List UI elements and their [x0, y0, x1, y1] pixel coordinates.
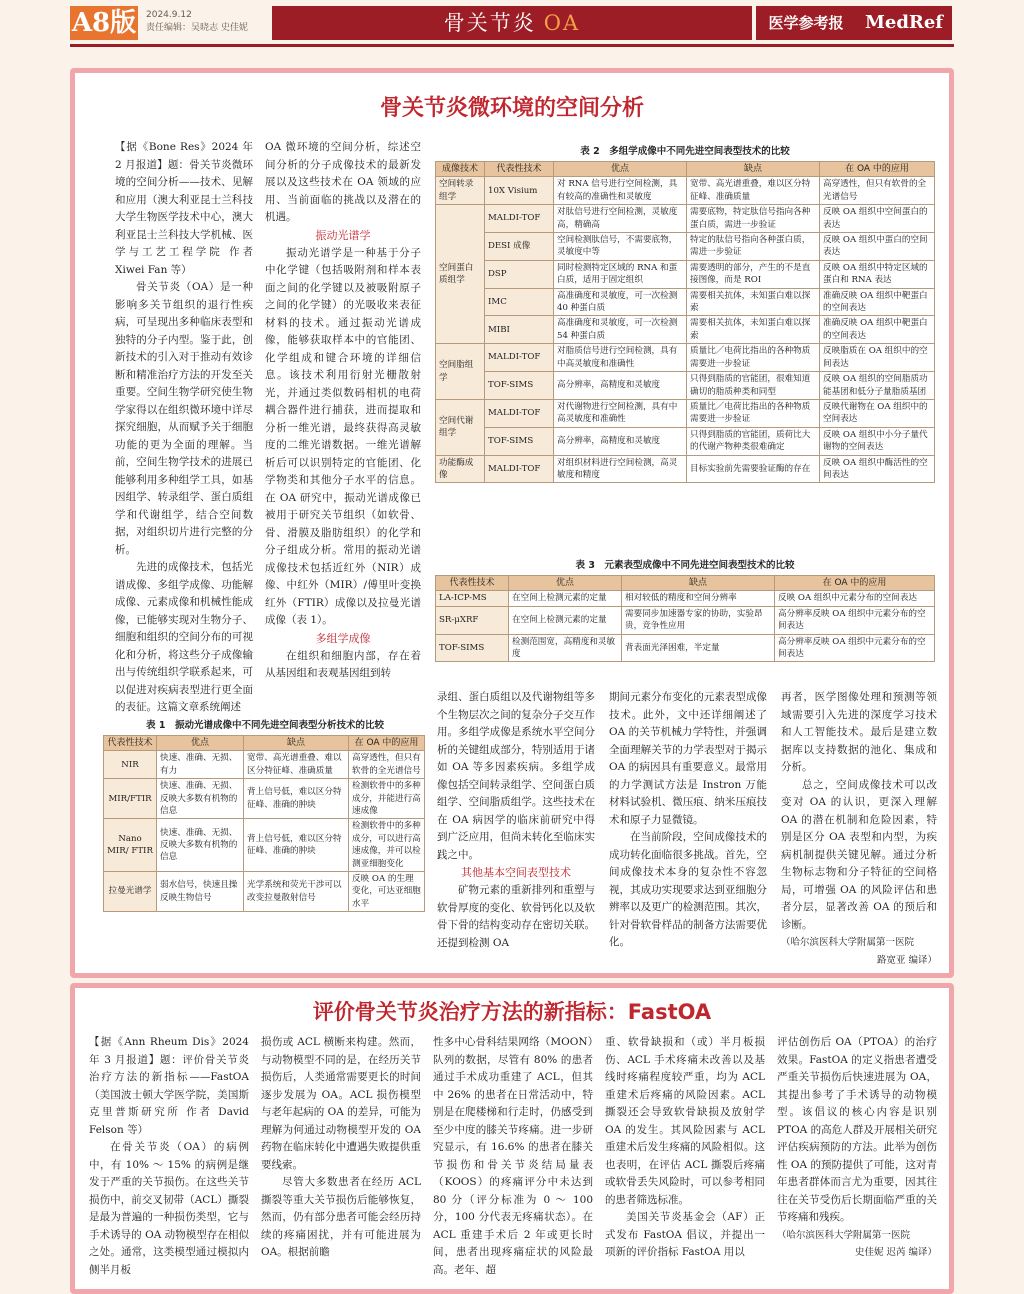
table-header: 缺点 — [622, 576, 775, 591]
table-cell: 反映 OA 组织的空间脂质功能基团和低分子量脂质基团 — [820, 372, 935, 400]
table-cell: 空间蛋白质组学 — [436, 205, 485, 344]
table3-grid — [435, 575, 935, 662]
table-cell: 反映 OA 组织中蛋白的空间表达 — [820, 233, 935, 261]
table-header: 缺点 — [244, 736, 349, 751]
table-cell: 质量比／电荷比指出的各种物质需要进一步验证 — [687, 344, 820, 372]
table-row — [436, 634, 935, 662]
article-column-4 — [605, 1034, 765, 1284]
table-cell: TOF-SIMS — [485, 427, 554, 455]
table-cell: MALDI-TOF — [485, 455, 554, 483]
table-cell: 需要透明的部分，产生的不是直接图像，而是 ROI — [687, 260, 820, 288]
table-cell: 10X Visium — [485, 177, 554, 205]
table2-caption: 表 2 多组学成像中不同先进空间表型技术的比较 — [580, 146, 790, 157]
table-cell: 空间检测肽信号，不需要底物，灵敏度中等 — [554, 233, 687, 261]
table-row — [436, 372, 935, 400]
table-cell: 空间转录组学 — [436, 177, 485, 205]
paragraph: 评估创伤后 OA（PTOA）的治疗效果。FastOA 的定义指患者遭受严重关节损伤后快速进展为 OA，其提出参考了手术诱导的动物模型。该倡议的核心内容是识别 PTOA 的高危人群及开展相关研究评估疾病预防的方法。此举为创伤性 OA 的预防提供了可能，这对青年患者群体而言尤为重要，因其往往在关节受伤后长期面临严重的关节疼痛和残疾。 — [777, 1036, 937, 1223]
table-row — [104, 779, 425, 819]
subheading: 其他基本空间表型技术 — [461, 866, 571, 879]
table-cell: 光学系统和荧光干涉可以改变拉曼散射信号 — [244, 872, 349, 912]
table1-grid — [103, 735, 425, 912]
article-column-5 — [781, 689, 937, 975]
table-cell: 空间代谢组学 — [436, 399, 485, 455]
table-cell: 在空间上检测元素的定量 — [509, 591, 622, 606]
table-cell: 空间脂组学 — [436, 344, 485, 400]
table-cell: 反映 OA 组织中空间蛋白的表达 — [820, 205, 935, 233]
table-row — [104, 819, 425, 872]
article-column-2 — [261, 1034, 421, 1284]
table-cell: 需要相关抗体，未知蛋白难以探索 — [687, 288, 820, 316]
paragraph: 期间元素分布变化的元素表型成像技术。此外，文中还详细阐述了 OA 的关节机械力学特性，并强调全面理解关节的力学表型对于揭示 OA 的病因具有重要意义。最常用的力学测试方法是 Instron 万能材料试验机、微压痕、纳米压痕技术和原子力显微镜。 — [609, 691, 767, 826]
table-row — [436, 591, 935, 606]
translator: 路宽亚 编译） — [876, 954, 937, 966]
table-row — [436, 288, 935, 316]
table-cell: 对脂质信号进行空间检测，具有中高灵敏度和准确性 — [554, 344, 687, 372]
subheading: 多组学成像 — [315, 631, 371, 645]
table-cell: 功能酶成像 — [436, 455, 485, 483]
masthead — [0, 0, 1024, 46]
paragraph: 录组、蛋白质组以及代谢物组等多个生物层次之间的复杂分子交互作用。多组学成像是系统水平空间分析的关键组成部分，特别适用于诸如 OA 等多因素疾病。多组学成像包括空间转录组学、空间蛋白质组学、空间脂质组学。这些技术在在 OA 病因学的临床前研究中得到广泛应用，但尚未转化至临床实践之中。 — [437, 691, 595, 861]
table-cell: 反映 OA 的生理变化，可达亚细胞水平 — [349, 872, 425, 912]
table-cell: 高分辨率反映 OA 组织中元素分布的空间表达 — [775, 606, 935, 634]
table3 — [435, 575, 935, 662]
table-cell: 只得到脂质的官能团，质荷比大的代谢产物种类很难确定 — [687, 427, 820, 455]
paragraph: 在骨关节炎（OA）的病例中，有 10% ～ 15% 的病例是继发于严重的关节损伤。在这些关节损伤中，前交叉韧带（ACL）撕裂是最为普遍的一种损伤类型，它与手术诱导的 OA 动物模型存在相似之处。通常，这类模型通过模拟内侧半月板 — [89, 1141, 249, 1276]
masthead-rule — [70, 44, 954, 47]
table-cell: 高分辨率，高精度和灵敏度 — [554, 372, 687, 400]
table-row — [104, 751, 425, 779]
paragraph: 性多中心骨科结果网络（MOON）队列的数据，尽管有 80% 的患者通过手术成功重建了 ACL，但其中 26% 的患者在日常活动中，特别是在爬楼梯和行走时，仍感受到至少中度的膝关节疼痛。进一步研究显示，有 16.6% 的患者在膝关节损伤和骨关节炎结局量表（KOOS）的疼痛评分中未达到 80 分（评分标准为 0 ～ 100 分，100 分代表无疼痛状态）。在 ACL 重建手术后 2 年或更长时间，患者出现疼痛症状的风险最高。老年、超 — [433, 1036, 593, 1276]
table-header: 代表性技术 — [104, 736, 157, 751]
translator: 史佳妮 迟芮 编译） — [854, 1247, 937, 1258]
table-cell: 同时检测特定区域的 RNA 和蛋白质，适用于固定组织 — [554, 260, 687, 288]
paragraph: 损伤或 ACL 横断来构建。然而，与动物模型不同的是，在经历关节损伤后，人类通常需要更长的时间逐步发展为 OA。ACL 损伤模型与老年起病的 OA 的差异，可能为理解为何通过动物模型开发的 OA 药物在临床转化中遭遇失败提供重要线索。 — [261, 1036, 421, 1171]
table-header-row — [436, 576, 935, 591]
table-row — [436, 399, 935, 427]
table3-caption: 表 3 元素表型成像中不同先进空间表型技术的比较 — [575, 560, 795, 571]
table-cell: 相对较低的精度和空间分辨率 — [622, 591, 775, 606]
table-row — [436, 177, 935, 205]
table-cell: NIR — [104, 751, 157, 779]
table-cell: DSP — [485, 260, 554, 288]
article-column-3 — [433, 1034, 593, 1284]
table-cell: 需要同步加速器专家的协助，实验昂贵，竞争性应用 — [622, 606, 775, 634]
table-cell: 准确反映 OA 组织中靶蛋白的空间表达 — [820, 288, 935, 316]
table-row — [436, 316, 935, 344]
table-header: 在 OA 中的应用 — [820, 162, 935, 177]
table2 — [435, 161, 935, 483]
paragraph: 在当前阶段，空间成像技术的成功转化面临很多挑战。首先，空间成像技术本身的复杂性不容忽视，其成功实现要求达到亚细胞分辨率以及更广的检测范围。其次，针对骨软骨样品的制备方法需要优化。 — [609, 831, 767, 948]
table-cell: 检测范围宽，高精度和灵敏度 — [509, 634, 622, 662]
paragraph: 振动光谱学是一种基于分子中化学键（包括吸附剂和样本表面之间的化学键以及被吸附原子之间的化学键）的光吸收来表征材料的技术。通过振动光谱成像，能够获取样本中的官能团、化学组成和键合环境的详细信息。该技术利用衍射光栅散射光，并通过类似数码相机的电荷耦合器件进行捕获，进而提取和分析一维光谱，最终获得高灵敏度的二维光谱数据。一维光谱解析后可以识别特定的官能团、化学物类和其他分子水平的信息。在 OA 研究中，振动光谱成像已被用于研究关节组织（如软骨、骨、滑膜及脂肪组织）的化学和分子组成分析。常用的振动光谱成像技术包括近红外（NIR）成像、中红外（MIR）/傅里叶变换红外（FTIR）成像以及拉曼光谱成像（表 1）。 — [265, 246, 421, 626]
table-cell: 反映代谢物在 OA 组织中的空间表达 — [820, 399, 935, 427]
paragraph: 矿物元素的重新排列和重塑与软骨厚度的变化、软骨钙化以及软骨下骨的结构变动存在密切关联。还提到检测 OA — [437, 884, 595, 949]
paragraph: 骨关节炎（OA）是一种影响多关节组织的退行性疾病，可呈现出多种临床表型和独特的分子内型。鉴于此，创新技术的引入对于推动有效诊断和精准治疗方法的开发至关重要。空间生物学研究使生物学家得以在组织微环境中详尽探究细胞，从而赋予关于细胞功能的更为全面的理解。当前，空间生物学技术的进展已能够利用多种组学工具，如基因组学、转录组学、蛋白质组学和代谢组学，结合空间数据，对组织切片进行完整的分析。 — [115, 281, 253, 556]
table-header: 缺点 — [687, 162, 820, 177]
article-column-1 — [89, 1034, 249, 1284]
section-title — [272, 6, 752, 40]
table-cell: 弱水信号，快速且操反映生物信号 — [157, 872, 244, 912]
table-cell: 在空间上检测元素的定量 — [509, 606, 622, 634]
table-cell: 宽带、高光谱重叠、难以区分特征峰、准确质量 — [244, 751, 349, 779]
table-header: 优点 — [554, 162, 687, 177]
table-cell: 检测软骨中的多种成分，可以进行高速成像，并可以检测亚细胞变化 — [349, 819, 425, 872]
table-cell: DESI 成像 — [485, 233, 554, 261]
table-row — [436, 205, 935, 233]
table-cell: 高穿透性，但只有软骨的全光谱信号 — [820, 177, 935, 205]
table-cell: 快速、准确、无损、反映大多数有机物的信息 — [157, 819, 244, 872]
table-cell: 反映脂质在 OA 组织中的空间表达 — [820, 344, 935, 372]
table-header: 代表性技术 — [485, 162, 554, 177]
article-column-5 — [777, 1034, 937, 1284]
article-fastoa — [70, 983, 954, 1294]
table-cell: 对肽信号进行空间检测，灵敏度高，精确高 — [554, 205, 687, 233]
paragraph: 先进的成像技术，包括光谱成像、多组学成像、功能解成像、元素成像和机械性能成像，已能够实现对生物分子、细胞和组织的空间分布的可视化和分析，将这些分子成像输出与传统组织学联系起来，可以促进对疾病表型进行更全面的表征。这篇文章系统阐述 — [115, 561, 253, 713]
table-cell: 反映 OA 组织中元素分布的空间表达 — [775, 591, 935, 606]
table1-caption: 表 1 振动光谱成像中不同先进空间表型分析技术的比较 — [146, 720, 384, 731]
table-cell: 特定的肽信号指向各种蛋白质，需进一步验证 — [687, 233, 820, 261]
brand-logo-en: MedRef — [856, 6, 952, 40]
table-cell: MALDI-TOF — [485, 205, 554, 233]
article-title: 评价骨关节炎治疗方法的新指标：FastOA — [312, 1000, 712, 1024]
table-header: 代表性技术 — [436, 576, 509, 591]
table-cell: 准确反映 OA 组织中靶蛋白的空间表达 — [820, 316, 935, 344]
table-cell: 反映 OA 组织中酶活性的空间表达 — [820, 455, 935, 483]
table-cell: 背表面光泽困难，半定量 — [622, 634, 775, 662]
table-header-row — [436, 162, 935, 177]
table-cell: TOF-SIMS — [436, 634, 509, 662]
table2-grid — [435, 161, 935, 483]
translator-affiliation: （哈尔滨医科大学附属第一医院 — [777, 1229, 911, 1241]
paragraph: 总之，空间成像技术可以改变对 OA 的认识，更深入理解 OA 的潜在机制和危险因素，特别是区分 OA 表型和内型，为疾病机制提供关键见解。通过分析生物标志物和分子特征的空间格局，可增强 OA 的风险评估和患者分层，显著改善 OA 的预后和诊断。 — [781, 778, 937, 931]
masthead-meta — [146, 9, 248, 35]
table-cell: 高准确度和灵敏度，可一次检测 54 种蛋白质 — [554, 316, 687, 344]
table-row — [436, 455, 935, 483]
table-cell: 需要底物，特定肽信号指向各种蛋白质，需进一步验证 — [687, 205, 820, 233]
section-name-en: OA — [543, 11, 581, 35]
section-name: 骨关节炎 — [443, 11, 536, 35]
table-cell: 宽带、高光谱重叠，难以区分特征峰、准确质量 — [687, 177, 820, 205]
table-cell: 快速、准确、无损、有力 — [157, 751, 244, 779]
table-cell: LA-ICP-MS — [436, 591, 509, 606]
paragraph: 尽管大多数患者在经历 ACL 撕裂等重大关节损伤后能够恢复，然而，仍有部分患者可能会经历持续的疼痛困扰，并有可能进展为 OA。根据前瞻 — [261, 1176, 421, 1258]
article-column-4 — [609, 689, 767, 975]
article-lead: 【据《Ann Rheum Dis》2024 年 3 月报道】题：评价骨关节炎治疗方法的新指标——FastOA（美国波士顿大学医学院，美国斯克里普斯研究所 作者 David Felson 等） — [89, 1036, 249, 1136]
table-cell: 对代谢物进行空间检测，具有中高灵敏度和准确性 — [554, 399, 687, 427]
table-cell: 目标实验前先需要验证酶的存在 — [687, 455, 820, 483]
table-cell: 高分辨率，高精度和灵敏度 — [554, 427, 687, 455]
table-cell: 背上信号低，难以区分特征峰、准确的肿块 — [244, 779, 349, 819]
table-cell: 只得到脂质的官能团，很难知道确切的脂质种类和同型 — [687, 372, 820, 400]
paragraph: 重、软骨缺损和（或）半月板损伤、ACL 手术疼痛未改善以及基线时疼痛程度较严重，均为 ACL 重建术后疼痛的风险因素。ACL 撕裂还会导致软骨缺损及放射学 OA 的发生。其风险因素与 ACL 重建术后发生疼痛的风险相似。这也表明，在评估 ACL 撕裂后疼痛或软骨丢失风险时，可以参考相同的患者筛选标准。 — [605, 1036, 765, 1206]
paragraph: 再者，医学图像处理和预测等领域需要引入先进的深度学习技术和人工智能技术。最后是建立数据库以支持数据的池化、集成和分析。 — [781, 691, 937, 773]
table-header-row — [104, 736, 425, 751]
table-header: 优点 — [509, 576, 622, 591]
table-cell: IMC — [485, 288, 554, 316]
paragraph: 美国关节炎基金会（AF）正式发布 FastOA 倡议，并提出一项新的评价指标 FastOA 用以 — [605, 1211, 765, 1258]
article-column-2 — [265, 139, 421, 719]
table-row — [436, 606, 935, 634]
editors: 责任编辑：吴晓志 史佳妮 — [146, 23, 248, 33]
brand-logo-cn: 医学参考报 — [756, 6, 856, 40]
paragraph: OA 微环境的空间分析，综述空间分析的分子成像技术的最新发展以及这些技术在 OA 领域的应用、当前面临的挑战以及潜在的机遇。 — [265, 141, 421, 223]
table-row — [436, 260, 935, 288]
table-row — [436, 233, 935, 261]
translator-affiliation: （哈尔滨医科大学附属第一医院 — [781, 937, 915, 948]
table-cell: 对组织材料进行空间检测，高灵敏度和精度 — [554, 455, 687, 483]
table1 — [103, 735, 425, 912]
table-cell: 背上信号低，难以区分特征峰、准确的肿块 — [244, 819, 349, 872]
table-header: 优点 — [157, 736, 244, 751]
article-column-3 — [437, 689, 595, 975]
table-header: 在 OA 中的应用 — [775, 576, 935, 591]
table-row — [436, 344, 935, 372]
table-cell: SR-μXRF — [436, 606, 509, 634]
table-header: 在 OA 中的应用 — [349, 736, 425, 751]
table-cell: 反映 OA 组织中小分子量代谢物的空间表达 — [820, 427, 935, 455]
article-spatial-analysis — [70, 68, 954, 978]
article-title: 骨关节炎微环境的空间分析 — [379, 96, 644, 121]
article-lead: 【据《Bone Res》2024 年 2 月报道】题：骨关节炎微环境的空间分析——技术、见解和应用（澳大利亚昆士兰科技大学生物医学技术中心，澳大利亚昆士兰科技大学机械、医学与工艺工程学院 作者 Xiwei Fan 等） — [115, 141, 253, 276]
table-row — [436, 427, 935, 455]
issue-date: 2024.9.12 — [146, 10, 192, 20]
table-cell: 质量比／电荷比指出的各种物质需要进一步验证 — [687, 399, 820, 427]
table-row — [104, 872, 425, 912]
article-column-1 — [115, 139, 253, 719]
table-cell: 检测软骨中的多种成分，并能进行高速成像 — [349, 779, 425, 819]
table-cell: 高穿透性，但只有软骨的全光谱信号 — [349, 751, 425, 779]
page-number: A8版 — [71, 8, 137, 38]
table-cell: MALDI-TOF — [485, 399, 554, 427]
table-cell: 反映 OA 组织中特定区域的蛋白和 RNA 表达 — [820, 260, 935, 288]
table-cell: Nano MIR/ FTIR — [104, 819, 157, 872]
table-cell: 需要相关抗体，未知蛋白难以探索 — [687, 316, 820, 344]
subheading: 振动光谱学 — [315, 228, 371, 242]
table-header: 成像技术 — [436, 162, 485, 177]
table-cell: 快速、准确、无损、反映大多数有机物的信息 — [157, 779, 244, 819]
table-cell: MIBI — [485, 316, 554, 344]
table-cell: MALDI-TOF — [485, 344, 554, 372]
paragraph: 在组织和细胞内部，存在着从基因组和表观基因组到转 — [265, 649, 421, 679]
table-cell: 拉曼光谱学 — [104, 872, 157, 912]
table-cell: TOF-SIMS — [485, 372, 554, 400]
table-cell: 对 RNA 信号进行空间检测，具有较高的准确性和灵敏度 — [554, 177, 687, 205]
table-cell: 高准确度和灵敏度，可一次检测 40 种蛋白质 — [554, 288, 687, 316]
table-cell: 高分辨率反映 OA 组织中元素分布的空间表达 — [775, 634, 935, 662]
table-cell: MIR/FTIR — [104, 779, 157, 819]
